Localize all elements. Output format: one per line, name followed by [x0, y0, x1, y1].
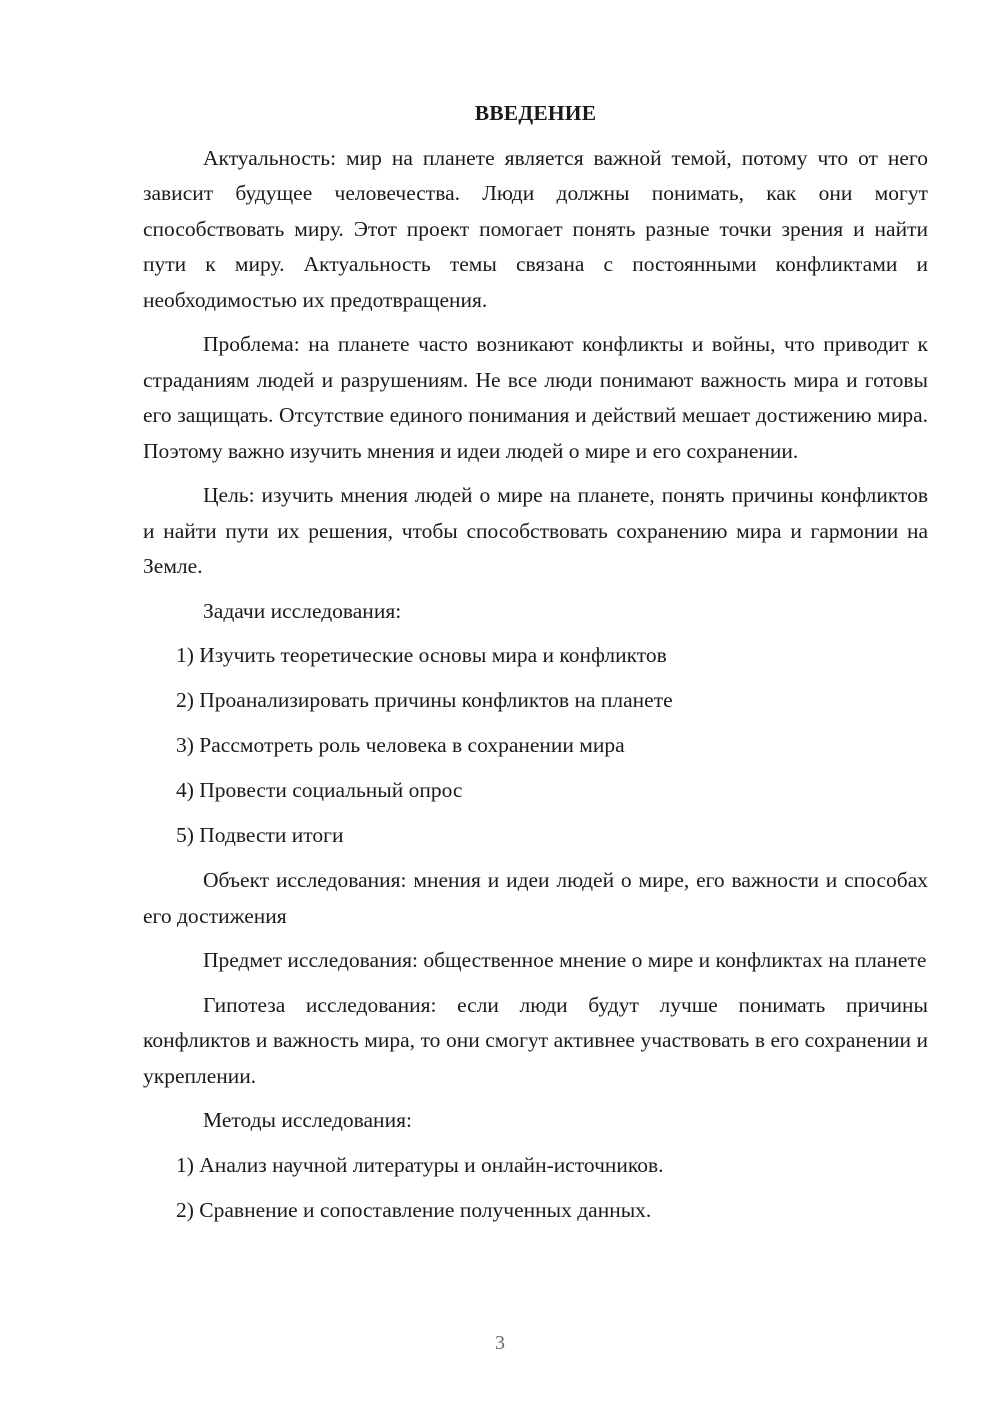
problem-paragraph: Проблема: на планете часто возникают конфликты и войны, что приводит к страданиям людей и разрушениям. Не все люди понимают важность мира и готовы его защищать. Отсутствие единого понимания и действий мешает достижению мира. Поэтому важно изучить мнения и идеи людей о мире и его сохранении. [143, 332, 928, 463]
methods-list [143, 1148, 928, 1229]
tasks-list [143, 638, 928, 854]
list-item: 4) Провести социальный опрос [176, 778, 463, 802]
object-paragraph: Объект исследования: мнения и идеи людей о мире, его важности и способах его достижения [143, 868, 928, 928]
list-item: 2) Сравнение и сопоставление полученных данных. [176, 1197, 652, 1222]
page-number: 3 [495, 1332, 505, 1354]
relevance-paragraph: Актуальность: мир на планете является важной темой, потому что от него зависит будущее человечества. Люди должны понимать, как они могут способствовать миру. Этот проект помогает понять разные точки зрения и найти пути к миру. Актуальность темы связана с постоянными конфликтами и необходимостью их предотвращения. [143, 145, 928, 312]
hypothesis-paragraph: Гипотеза исследования: если люди будут лучше понимать причины конфликтов и важность мира, то они смогут активнее участвовать в его сохранении и укреплении. [143, 992, 928, 1088]
methods-heading: Методы исследования: [203, 1108, 412, 1132]
tasks-heading: Задачи исследования: [203, 598, 402, 623]
list-item: 5) Подвести итоги [176, 823, 344, 847]
section-title: ВВЕДЕНИЕ [474, 101, 597, 125]
list-item: 1) Изучить теоретические основы мира и конфликтов [176, 643, 667, 667]
list-item: 2) Проанализировать причины конфликтов на планете [176, 688, 673, 712]
page-content [143, 96, 928, 1238]
list-item: 3) Рассмотреть роль человека в сохранении мира [176, 733, 625, 757]
list-item: 1) Анализ научной литературы и онлайн-источников. [176, 1152, 664, 1177]
goal-paragraph: Цель: изучить мнения людей о мире на планете, понять причины конфликтов и найти пути их решения, чтобы способствовать сохранению мира и гармонии на Земле. [143, 483, 928, 578]
subject-paragraph: Предмет исследования: общественное мнение о мире и конфликтах на планете [203, 948, 927, 972]
